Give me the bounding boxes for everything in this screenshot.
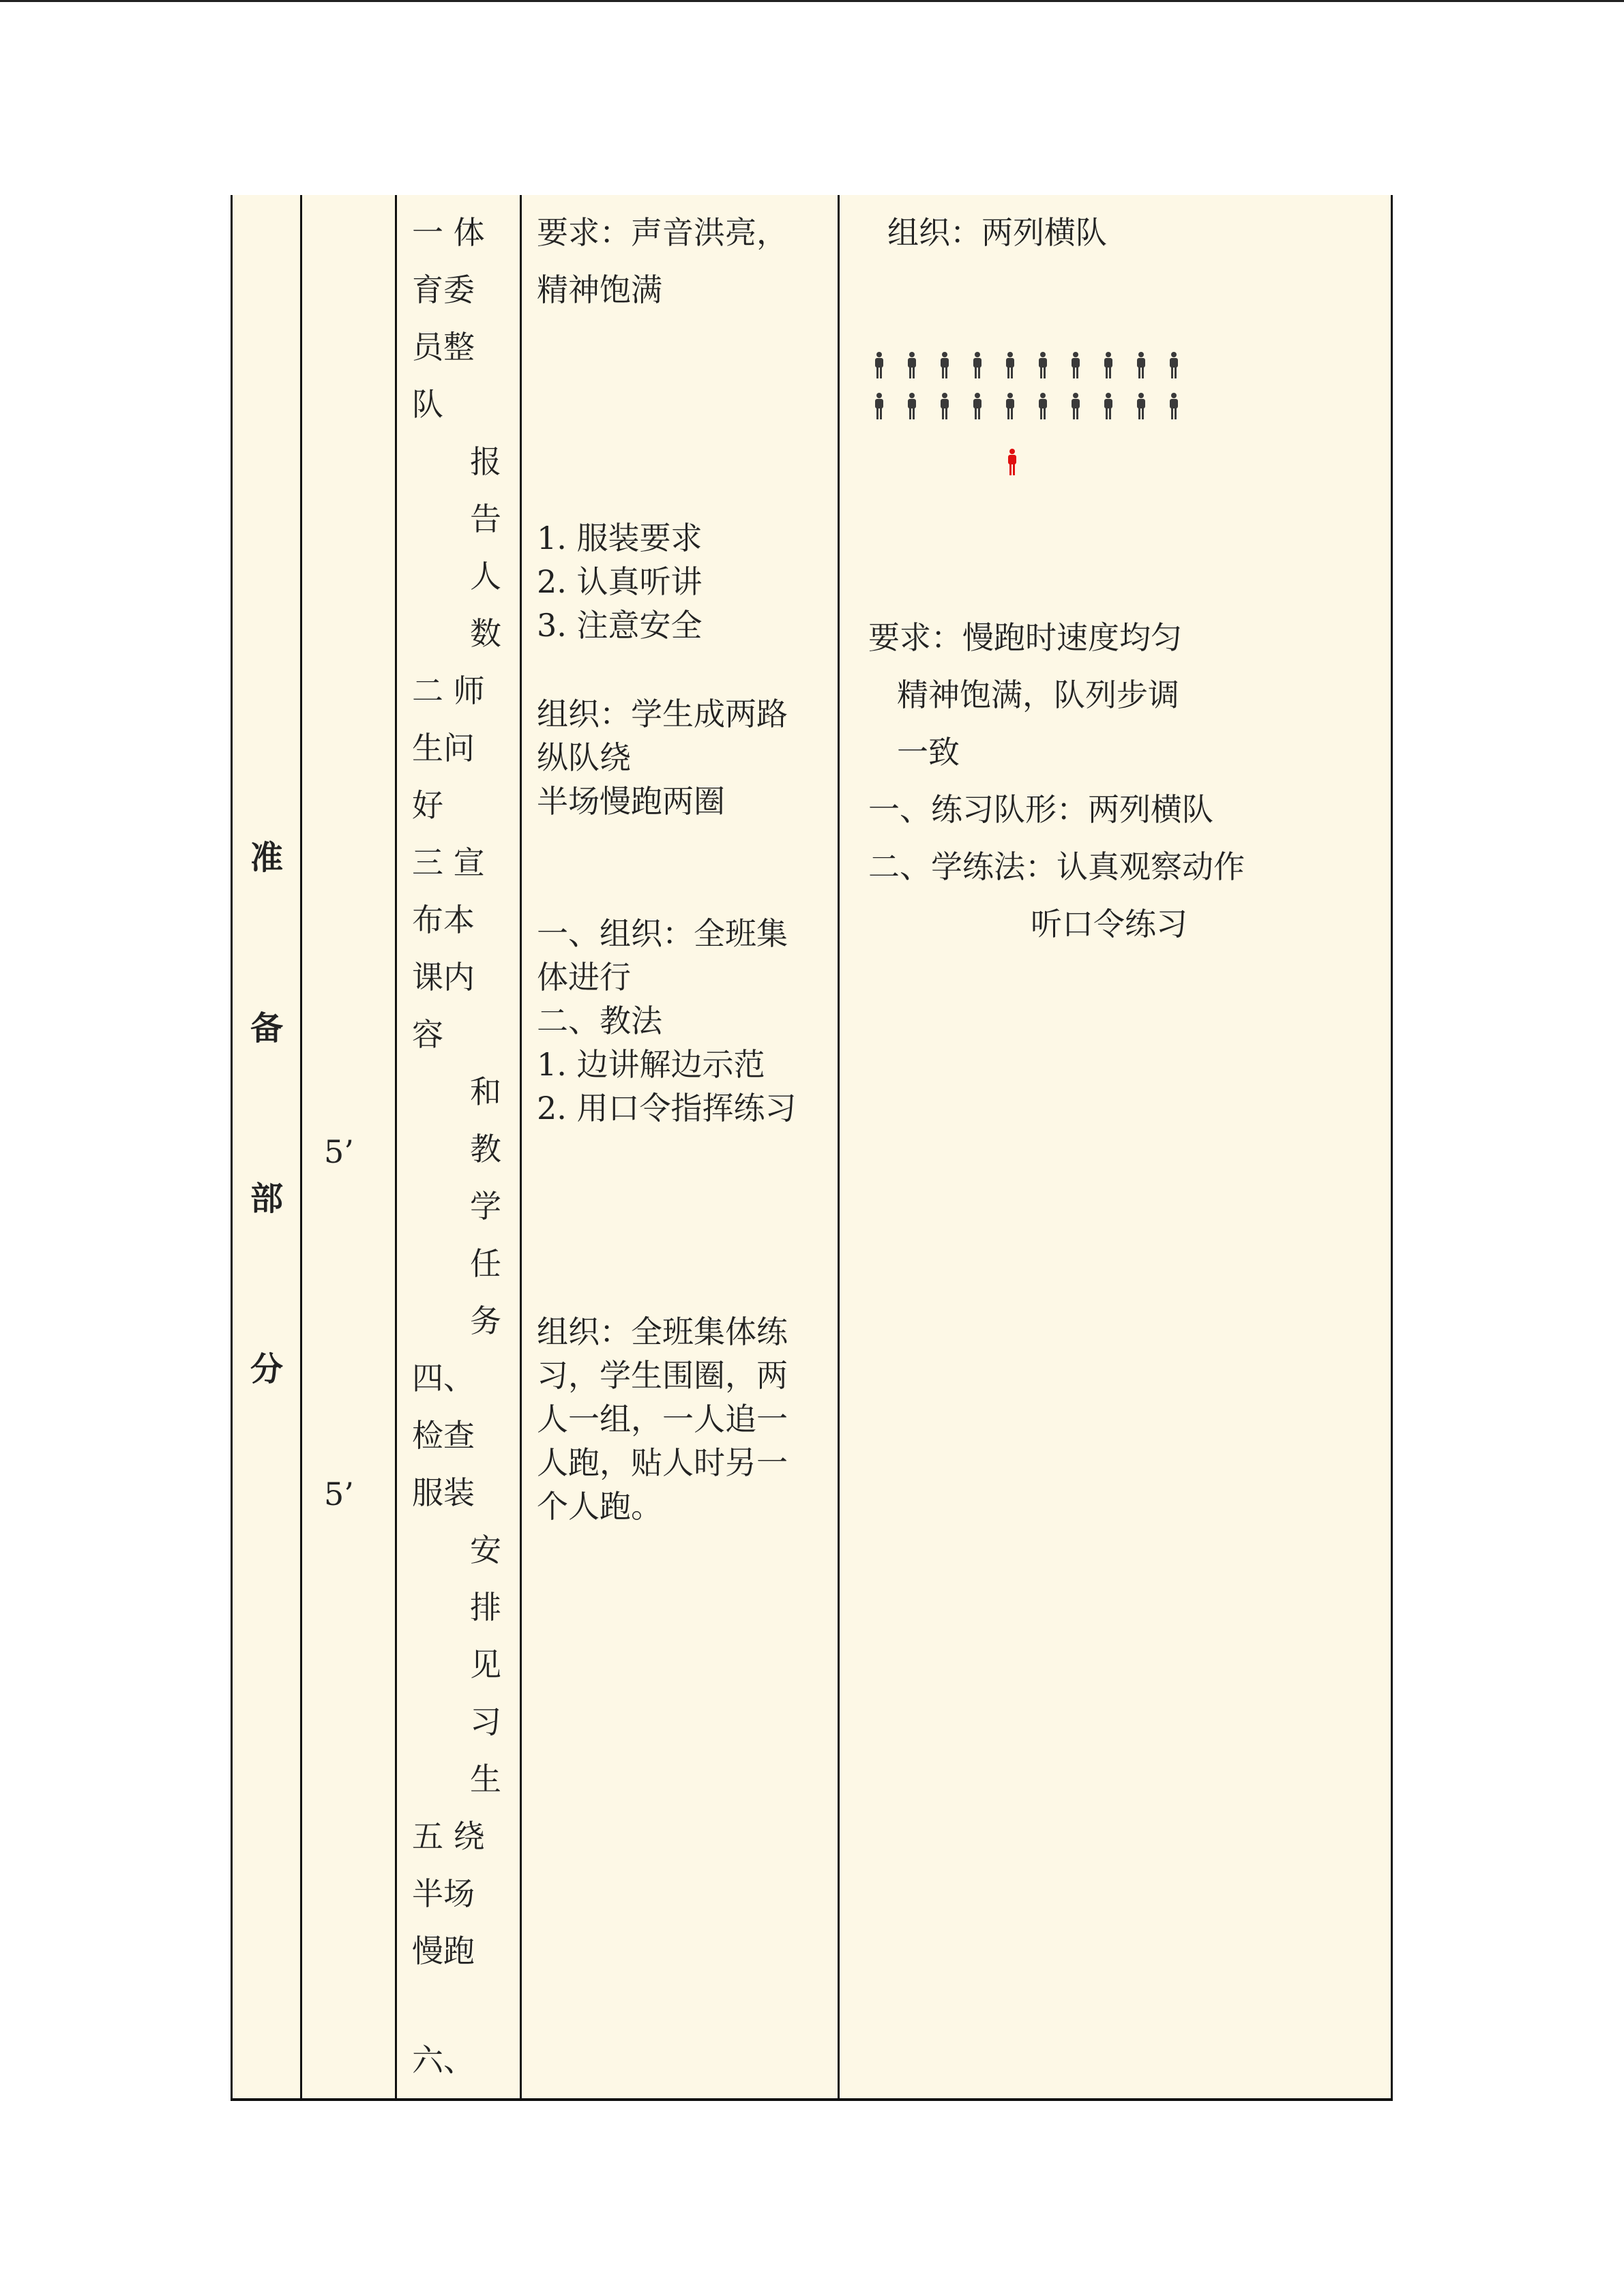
student-person-icon: [1070, 352, 1081, 379]
student-person-icon: [939, 393, 950, 420]
student-person-icon: [906, 352, 917, 379]
student-person-icon: [1136, 352, 1147, 379]
content-line: 容: [412, 1016, 443, 1053]
method-line: 2. 用口令指挥练习: [537, 1090, 797, 1127]
section-char: 准: [250, 839, 283, 877]
content-line: 生问: [412, 730, 475, 766]
content-line: 安: [470, 1532, 501, 1568]
content-line: 人: [470, 558, 501, 595]
content-line: 教: [470, 1131, 501, 1167]
column-divider: [395, 195, 397, 2098]
student-person-icon: [972, 393, 983, 420]
method-line: 一、组织：全班集: [537, 915, 788, 952]
section-char: 部: [250, 1180, 283, 1218]
content-line: 课内: [412, 959, 475, 996]
student-person-icon: [1005, 352, 1016, 379]
content-line: 排: [470, 1589, 501, 1626]
content-line: 好: [412, 787, 443, 824]
content-line: 五 绕: [412, 1818, 485, 1855]
method-line: 人一组，一人追一: [537, 1401, 788, 1437]
section-char: 分: [250, 1350, 283, 1388]
method-line: 精神饱满: [537, 271, 662, 308]
org-line: 听口令练习: [1031, 906, 1187, 942]
content-line: 告: [470, 501, 501, 537]
method-line: 组织：全班集体练: [537, 1313, 788, 1350]
student-person-icon: [1037, 393, 1048, 420]
content-line: 育委: [412, 271, 475, 308]
student-person-icon: [874, 352, 885, 379]
method-line: 要求：声音洪亮，: [537, 214, 788, 251]
content-line: 数: [470, 615, 501, 652]
content-line: 半场: [412, 1875, 475, 1912]
teacher-person-icon: [1007, 449, 1018, 476]
content-line: 习: [470, 1703, 501, 1740]
student-person-icon: [1103, 352, 1114, 379]
content-line: 四、: [412, 1360, 475, 1397]
column-divider: [300, 195, 302, 2098]
content-line: 六、: [412, 2042, 475, 2078]
method-line: 1. 边讲解边示范: [537, 1046, 765, 1083]
student-person-icon: [1037, 352, 1048, 379]
content-line: 二 师: [412, 672, 485, 709]
student-person-icon: [874, 393, 885, 420]
student-person-icon: [972, 352, 983, 379]
student-person-icon: [1103, 393, 1114, 420]
method-line: 2. 认真听讲: [537, 563, 703, 600]
student-person-icon: [1168, 393, 1179, 420]
content-line: 务: [470, 1302, 501, 1339]
org-line: 精神饱满，队列步调: [897, 676, 1179, 713]
student-person-icon: [1070, 393, 1081, 420]
method-line: 组织：学生成两路: [537, 696, 788, 732]
content-line: 慢跑: [412, 1933, 475, 1969]
content-line: 员整: [412, 329, 475, 366]
page-top-rule: [0, 0, 1624, 2]
lesson-plan-table: [231, 195, 1393, 2101]
method-line: 1. 服装要求: [537, 520, 703, 556]
method-line: 纵队绕: [537, 739, 631, 776]
content-line: 报: [470, 443, 501, 480]
content-line: 服装: [412, 1474, 475, 1511]
content-line: 队: [412, 386, 443, 423]
content-line: 布本: [412, 901, 475, 938]
method-line: 体进行: [537, 959, 631, 996]
method-line: 3. 注意安全: [537, 607, 703, 644]
method-line: 个人跑。: [537, 1488, 662, 1525]
org-title: 组织：两列横队: [887, 214, 1107, 251]
content-line: 任: [470, 1245, 501, 1282]
student-person-icon: [1168, 352, 1179, 379]
method-line: 半场慢跑两圈: [537, 783, 725, 820]
content-line: 生: [470, 1761, 501, 1798]
org-line: 一、练习队形：两列横队: [868, 791, 1213, 828]
org-line: 一致: [897, 734, 960, 771]
org-line: 要求：慢跑时速度均匀: [868, 619, 1182, 656]
formation-diagram: [874, 352, 1215, 488]
column-divider: [520, 195, 522, 2098]
student-person-icon: [1005, 393, 1016, 420]
column-divider: [838, 195, 840, 2098]
section-char: 备: [250, 1009, 283, 1047]
content-line: 一 体: [412, 214, 485, 251]
content-line: 和: [470, 1073, 501, 1110]
content-line: 学: [470, 1188, 501, 1225]
content-line: 三 宣: [412, 844, 485, 881]
student-person-icon: [906, 393, 917, 420]
org-line: 二、学练法：认真观察动作: [868, 848, 1245, 885]
student-person-icon: [939, 352, 950, 379]
method-line: 习，学生围圈，两: [537, 1357, 788, 1394]
time-value: 5’: [324, 1133, 354, 1170]
method-line: 人跑，贴人时另一: [537, 1444, 788, 1481]
content-line: 检查: [412, 1417, 475, 1454]
student-person-icon: [1136, 393, 1147, 420]
method-line: 二、教法: [537, 1002, 662, 1039]
content-line: 见: [470, 1646, 501, 1683]
time-value: 5’: [324, 1476, 354, 1512]
